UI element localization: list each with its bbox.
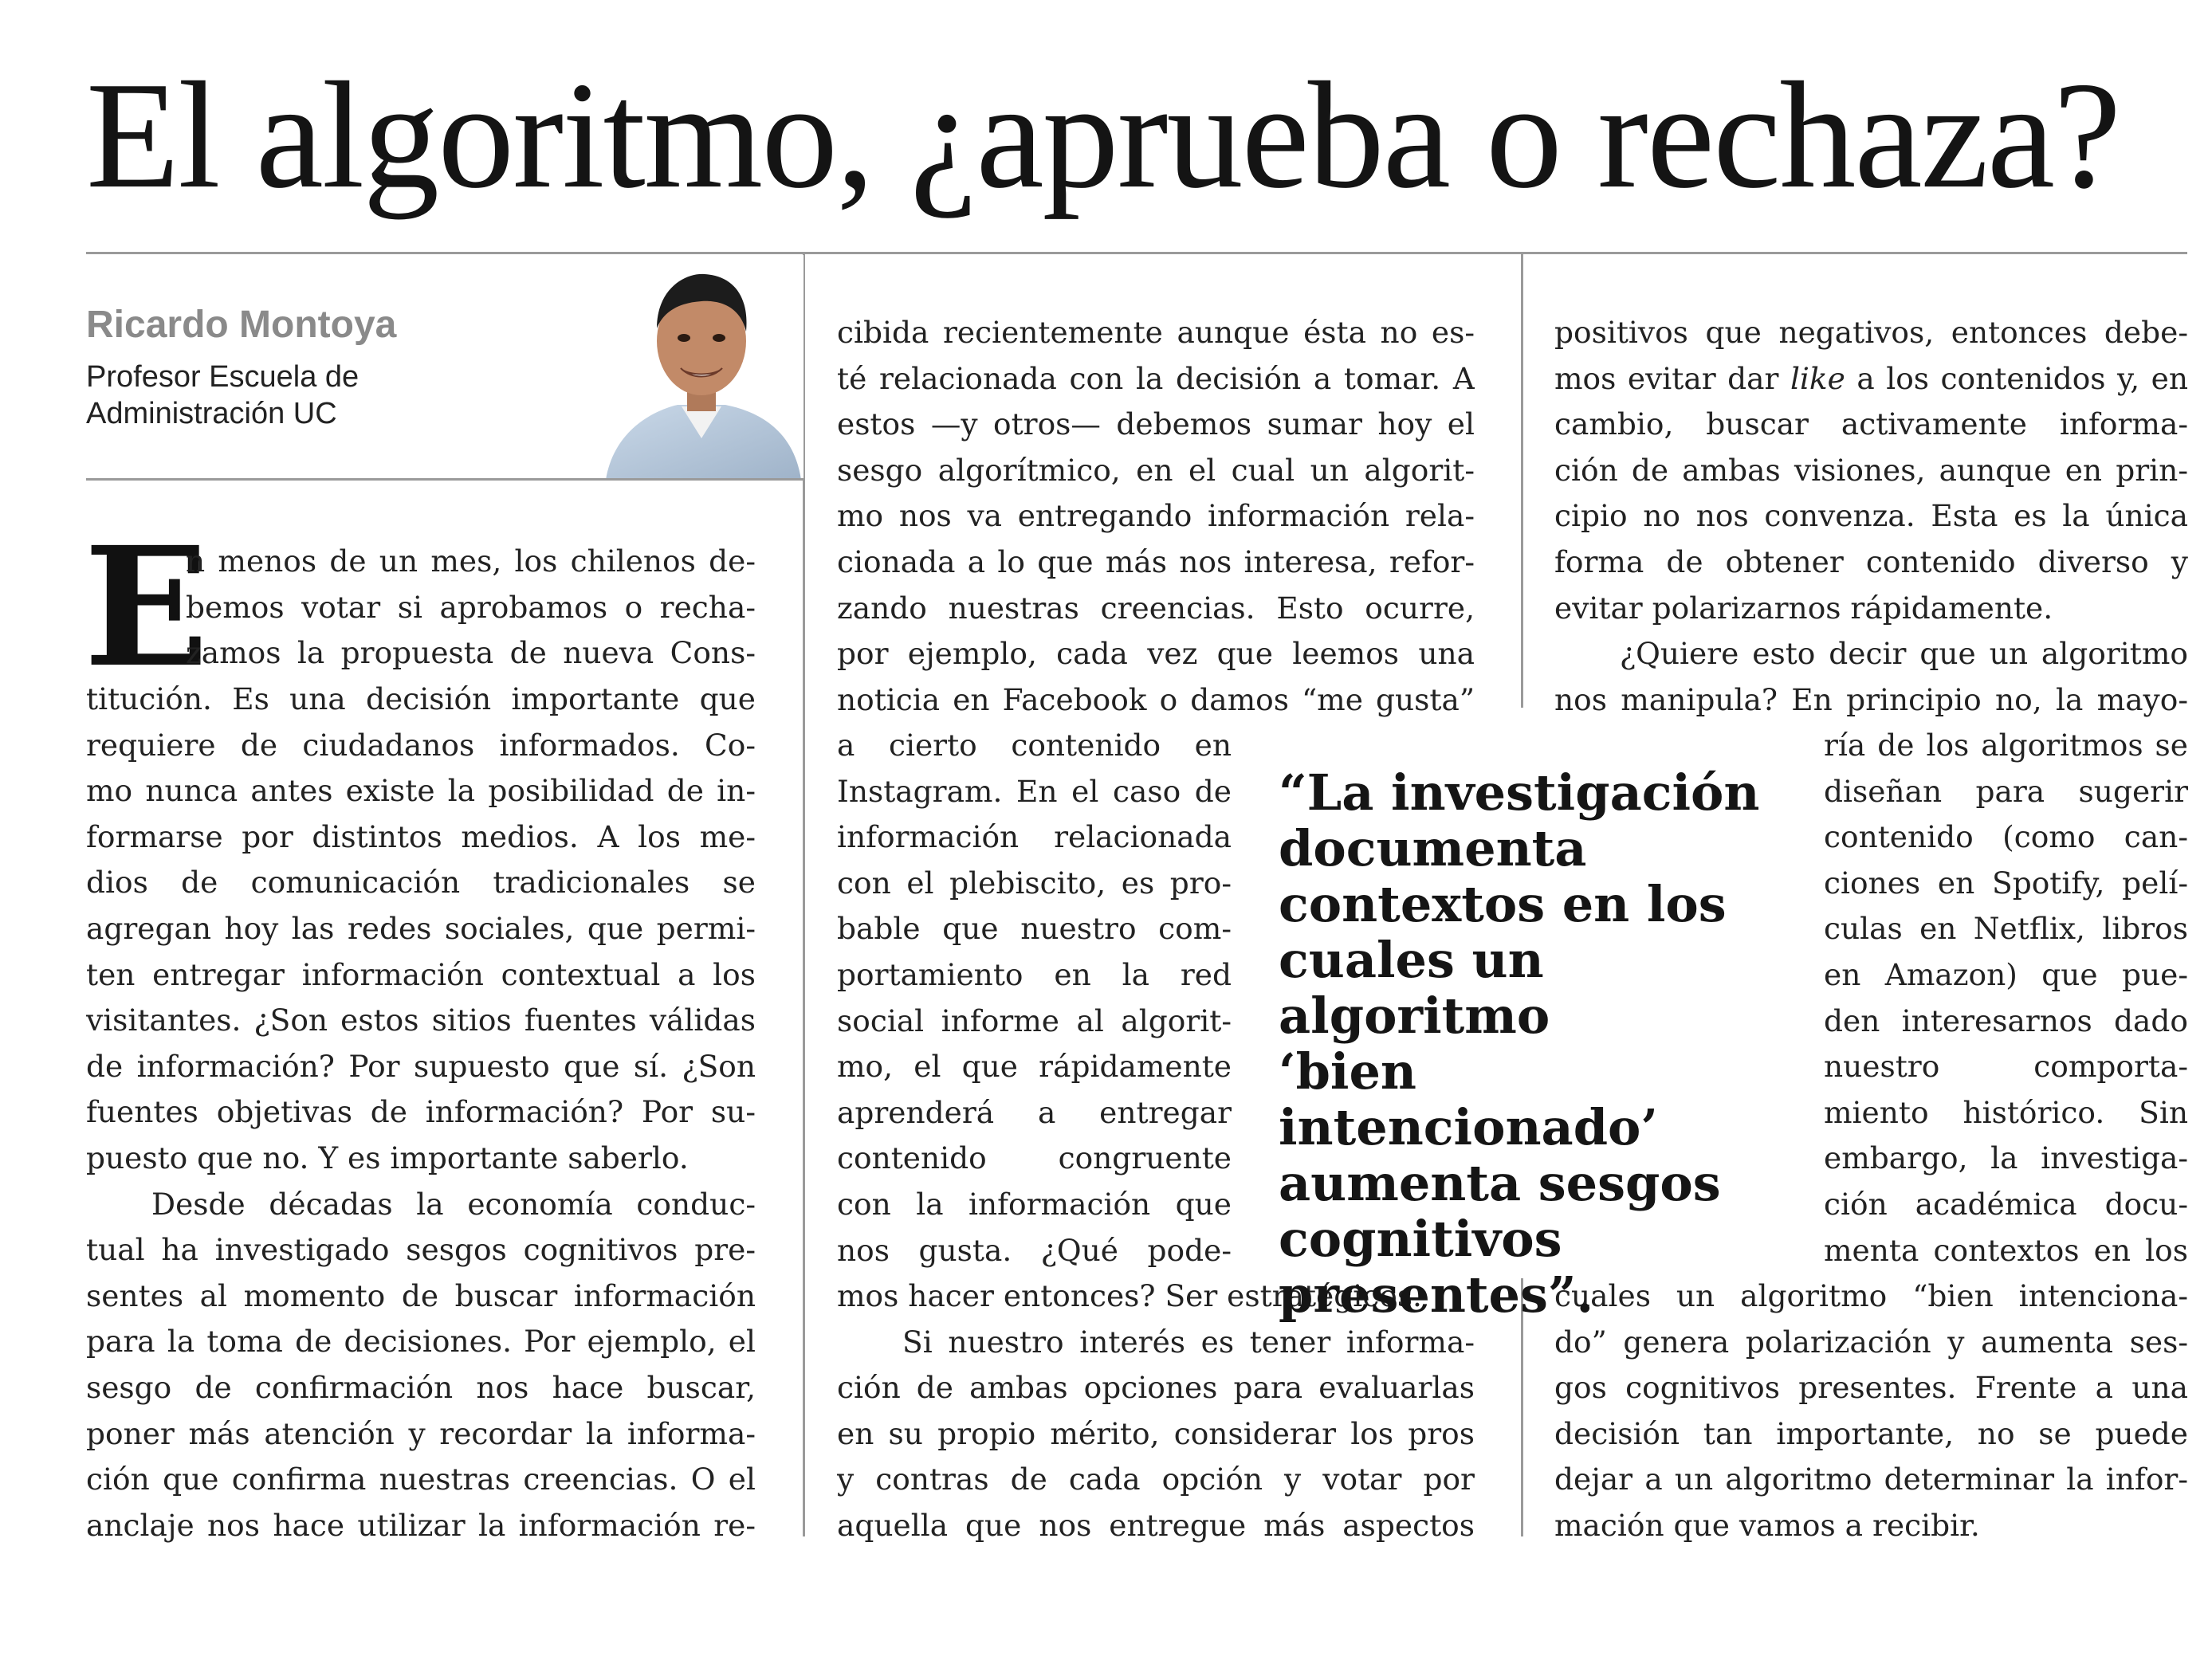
body-line: bable que nuestro com- bbox=[837, 911, 1232, 947]
body-text-italic: like bbox=[1790, 360, 1845, 396]
body-text: a los contenidos y, en bbox=[1856, 360, 2188, 396]
body-line: formarse por distintos medios. A los me- bbox=[86, 818, 756, 854]
body-line: ción que confirma nuestras creencias. O el bbox=[86, 1462, 756, 1497]
body-line: positivos que negativos, entonces debe- bbox=[1554, 315, 2188, 350]
body-line: decisión tan importante, no se puede bbox=[1554, 1415, 2188, 1451]
body-line: anclaje nos hace utilizar la información re- bbox=[86, 1507, 756, 1543]
body-line: cuales un algoritmo “bien intenciona- bbox=[1554, 1278, 2188, 1313]
body-line: aquella que nos entregue más aspectos bbox=[837, 1507, 1475, 1543]
body-line: bemos votar si aprobamos o recha- bbox=[186, 589, 756, 625]
pull-quote-line: aumenta sesgos bbox=[1279, 1154, 1721, 1212]
body-line: nuestro comporta- bbox=[1824, 1049, 2188, 1085]
body-line: titución. Es una decisión importante que bbox=[86, 681, 756, 716]
body-line: fuentes objetivas de información? Por su- bbox=[86, 1094, 756, 1130]
body-line: culas en Netflix, libros bbox=[1824, 911, 2188, 947]
body-line: Instagram. En el caso de bbox=[837, 773, 1232, 809]
column-1 bbox=[86, 677, 756, 1548]
pull-quote bbox=[1279, 765, 1789, 1323]
body-line: ten entregar información contextual a los bbox=[86, 956, 756, 992]
body-line: mo nunca antes existe la posibilidad de in- bbox=[86, 773, 756, 809]
body-line: agregan hoy las redes sociales, que permi- bbox=[86, 910, 756, 946]
column-3-top bbox=[1554, 310, 2188, 723]
column-2-narrow bbox=[837, 723, 1232, 1273]
headline-rule bbox=[86, 252, 2187, 254]
pull-quote-line: presentes”. bbox=[1279, 1266, 1594, 1324]
body-line: ción de ambas opciones para evaluarlas bbox=[837, 1370, 1475, 1406]
pull-quote-line: contextos en los bbox=[1279, 875, 1727, 933]
body-line: ción académica docu- bbox=[1824, 1186, 2188, 1222]
body-line: embargo, la investiga- bbox=[1824, 1140, 2188, 1176]
body-line: sesgo de confirmación nos hace buscar, bbox=[86, 1369, 756, 1405]
body-line: con el plebiscito, es pro- bbox=[837, 865, 1232, 901]
column-divider-right bbox=[1521, 253, 1523, 708]
body-line: té relacionada con la decisión a tomar. A bbox=[837, 360, 1475, 396]
body-line: portamiento en la red bbox=[837, 956, 1232, 992]
column-3-narrow bbox=[1824, 723, 2188, 1273]
body-line: Si nuestro interés es tener informa- bbox=[902, 1324, 1475, 1360]
body-line: zando nuestras creencias. Esto ocurre, bbox=[837, 590, 1475, 626]
body-line: dejar a un algoritmo determinar la infor- bbox=[1554, 1462, 2188, 1497]
body-line: zamos la propuesta de nueva Cons- bbox=[186, 635, 756, 671]
body-line: social informe al algorit- bbox=[837, 1003, 1232, 1038]
author-role-line-1: Profesor Escuela de bbox=[86, 360, 359, 394]
body-line: n menos de un mes, los chilenos de- bbox=[186, 544, 756, 579]
body-line: con la información que bbox=[837, 1186, 1232, 1222]
body-line: poner más atención y recordar la informa- bbox=[86, 1415, 756, 1451]
body-line: do” genera polarización y aumenta ses- bbox=[1554, 1324, 2188, 1360]
body-line: evitar polarizarnos rápidamente. bbox=[1554, 590, 2053, 626]
author-role-line-2: Administración UC bbox=[86, 397, 337, 430]
author-role bbox=[86, 359, 469, 432]
drop-cap: E bbox=[84, 511, 210, 704]
body-line: y contras de cada opción y votar por bbox=[837, 1462, 1475, 1497]
body-line: Desde décadas la economía conduc- bbox=[151, 1186, 756, 1222]
body-line: tual ha investigado sesgos cognitivos pre- bbox=[86, 1232, 756, 1268]
body-line: estos —y otros— debemos sumar hoy el bbox=[837, 406, 1475, 442]
body-line: aprenderá a entregar bbox=[837, 1094, 1232, 1130]
pull-quote-line: cuales un algoritmo bbox=[1279, 931, 1550, 1045]
body-line: menta contextos en los bbox=[1824, 1232, 2188, 1268]
column-2-top bbox=[837, 310, 1475, 723]
body-line: puesto que no. Y es importante saberlo. bbox=[86, 1140, 689, 1175]
body-line: visitantes. ¿Son estos sitios fuentes válidas bbox=[86, 1003, 756, 1038]
pull-quote-line: cognitivos bbox=[1279, 1210, 1562, 1268]
author-portrait bbox=[598, 255, 803, 480]
body-line: mo, el que rápidamente bbox=[837, 1049, 1232, 1085]
body-line: miento histórico. Sin bbox=[1824, 1094, 2188, 1130]
body-line: requiere de ciudadanos informados. Co- bbox=[86, 727, 756, 763]
body-line: mos hacer entonces? Ser estratégicos. bbox=[837, 1278, 1422, 1313]
body-line: mación que vamos a recibir. bbox=[1554, 1507, 1980, 1543]
body-line: noticia en Facebook o damos “me gusta” bbox=[837, 681, 1475, 717]
body-line: en su propio mérito, considerar los pros bbox=[837, 1415, 1475, 1451]
pull-quote-line: “La investigación bbox=[1279, 763, 1760, 822]
body-line: cipio no nos convenza. Esta es la única bbox=[1554, 498, 2188, 534]
body-line: contenido congruente bbox=[837, 1140, 1232, 1176]
body-line: de información? Por supuesto que sí. ¿Son bbox=[86, 1048, 756, 1084]
body-line: sesgo algorítmico, en el cual un algorit- bbox=[837, 452, 1475, 488]
body-line: para la toma de decisiones. Por ejemplo, el bbox=[86, 1324, 756, 1360]
body-line: por ejemplo, cada vez que leemos una bbox=[837, 636, 1475, 672]
body-line: mo nos va entregando información rela- bbox=[837, 498, 1475, 534]
body-line: den interesarnos dado bbox=[1824, 1003, 2188, 1038]
body-line: ción de ambas visiones, aunque en prin- bbox=[1554, 452, 2188, 488]
column-1-top bbox=[186, 539, 756, 677]
body-line: información relacionada bbox=[837, 819, 1232, 855]
body-line: cionada a lo que más nos interesa, refor- bbox=[837, 544, 1475, 579]
body-line: sentes al momento de buscar información bbox=[86, 1277, 756, 1313]
author-rule bbox=[86, 478, 803, 481]
pull-quote-line: documenta bbox=[1279, 819, 1587, 877]
body-line: forma de obtener contenido diverso y bbox=[1554, 544, 2188, 579]
body-line: ría de los algoritmos se bbox=[1824, 728, 2188, 763]
body-line: nos gusta. ¿Qué pode- bbox=[837, 1232, 1232, 1268]
body-line: cibida recientemente aunque ésta no es- bbox=[837, 315, 1475, 350]
body-line: nos manipula? En principio no, la mayo- bbox=[1554, 681, 2188, 717]
body-line bbox=[1554, 356, 2188, 402]
pull-quote-line: ‘bien intencionado’ bbox=[1279, 1042, 1658, 1156]
body-line: a cierto contenido en bbox=[837, 728, 1232, 763]
body-line: cambio, buscar activamente informa- bbox=[1554, 406, 2188, 442]
body-line: contenido (como can- bbox=[1824, 819, 2188, 855]
body-line: gos cognitivos presentes. Frente a una bbox=[1554, 1370, 2188, 1406]
body-text: mos evitar dar bbox=[1554, 360, 1779, 396]
author-name: Ricardo Montoya bbox=[86, 304, 397, 346]
headline: El algoritmo, ¿aprueba o rechaza? bbox=[86, 50, 2120, 220]
body-line: en Amazon) que pue- bbox=[1824, 956, 2188, 992]
body-line: dios de comunicación tradicionales se bbox=[86, 865, 756, 901]
body-line: ¿Quiere esto decir que un algoritmo bbox=[1620, 636, 2188, 672]
body-line: ciones en Spotify, pelí- bbox=[1824, 865, 2188, 901]
body-line: diseñan para sugerir bbox=[1824, 773, 2188, 809]
